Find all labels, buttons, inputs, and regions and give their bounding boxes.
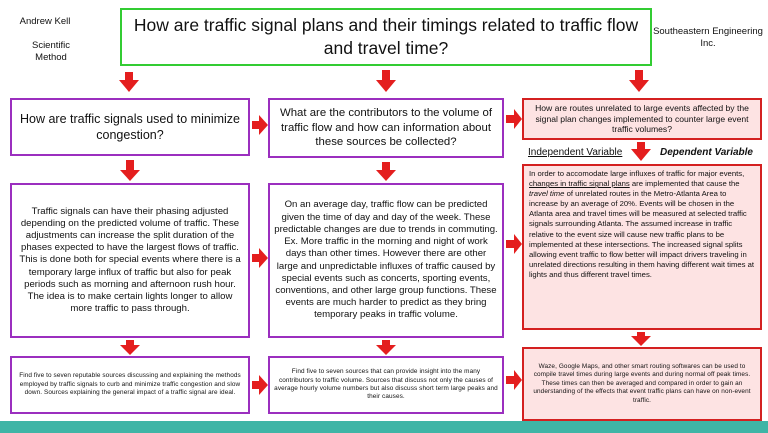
down-arrow-3: [629, 70, 649, 92]
hypothesis-part-2: are implemented that cause the: [629, 179, 740, 189]
hypothesis-italic: travel time: [529, 189, 565, 199]
hypothesis-part-1: In order to accomodate large influxes of traffic for major events,: [529, 169, 745, 178]
question-text-2: What are the contributors to the volume of traffic flow and how can information about these sources be collected?: [279, 107, 493, 149]
down-arrow-1: [119, 72, 139, 92]
down-arrow-6: [631, 142, 651, 161]
right-arrow-5: [252, 375, 268, 395]
dependent-variable-label: Dependent Variable: [660, 147, 753, 158]
hypothesis-underlined: changes in traffic signal plans: [529, 179, 630, 189]
down-arrow-8: [376, 340, 396, 355]
source-text-1: Find five to seven reputable sources discussing and explaining the methods employed by traffic signals to curb and minimize traffic congestion and slow down. Sources explaining the general impact of a traffic signal are ideal.: [19, 372, 241, 397]
source-text-2: Find five to seven sources that can provide insight into the many contributors to traffic volume. Sources that discuss not only the causes of average hourly volume numbers but also discuss short term large peaks and their causes.: [274, 368, 498, 401]
down-arrow-7: [120, 340, 140, 355]
author-name: Andrew Kell: [19, 16, 71, 27]
company-name: Southeastern Engineering Inc.: [653, 26, 763, 49]
down-arrow-5: [376, 162, 396, 181]
question-text-3: How are routes unrelated to large events affected by the signal plan changes implemented to counter large event traffic volumes?: [535, 102, 749, 135]
right-arrow-1: [252, 115, 268, 135]
right-arrow-4: [506, 234, 522, 254]
detail-text-2: On an average day, traffic flow can be predicted given the time of day and day of the week. These predictable changes are due to trends in commuting. Ex. More traffic in the morning and night of work days than other times. However there are other large and unpredictable influxes of traffic caused by special events such as concerts, sporting events, conventions, and other large group functions. These events are much harder to predict as they bring temporary peaks in traffic volume.: [274, 199, 498, 321]
question-text-1: How are traffic signals used to minimize congestion?: [20, 112, 240, 142]
hypothesis-part-3: of unrelated routes in the Metro-Atlanta Area to increase by an average of 20%. Events will be chosen in the Atlanta area and travel times will be measured at selected traffic signals surrounding Atlanta. The assumed increase in traffic relative to the event size will cause new traffic plans to be implemented at these intersections. The increased signal splits allowing event traffic to flow better will impact drivers traveling in unrelated directions resulting in them having different wait times at lights and thus different travel times.: [529, 189, 755, 279]
down-arrow-4: [120, 160, 140, 181]
right-arrow-3: [252, 248, 268, 268]
down-arrow-9: [631, 332, 651, 346]
main-question-text: How are traffic signal plans and their timings related to traffic flow and travel time?: [133, 15, 639, 58]
independent-variable-label: Independent Variable: [528, 147, 623, 158]
right-arrow-6: [506, 370, 522, 390]
detail-text-1: Traffic signals can have their phasing adjusted depending on the predicted volume of traffic. These adjustments can increase the split duration of the phases expected to have the largest flows of traffic. This is done both for special events where there is a temporary large influx of traffic but also for peak periods such as morning and afternoon rush hour. The idea is to make certain lights longer to allow more traffic to pass through.: [19, 205, 241, 315]
down-arrow-2: [376, 70, 396, 92]
source-text-3: Waze, Google Maps, and other smart routing softwares can be used to compile travel times during large events and during normal off peak times. These times can then be averaged and compared in order to gain an understanding of the effects that event traffic plans can have on non-event traffic.: [533, 362, 751, 404]
bottom-accent-bar: [0, 421, 768, 433]
method-name: Scientific Method: [31, 40, 70, 63]
right-arrow-2: [506, 109, 522, 129]
